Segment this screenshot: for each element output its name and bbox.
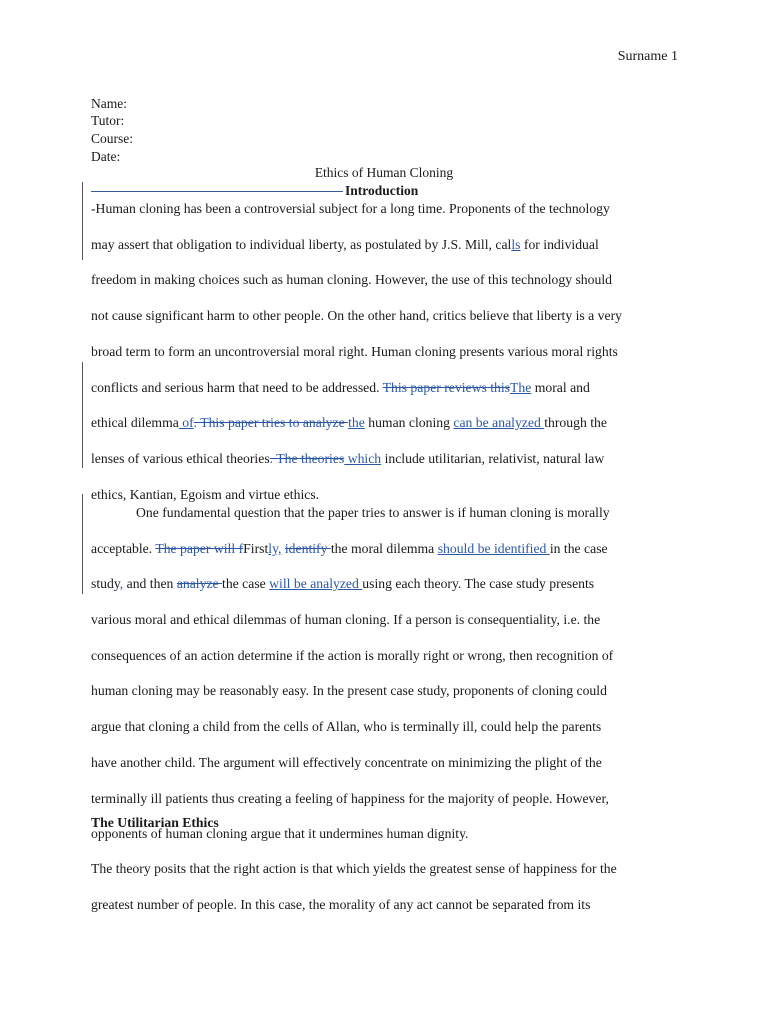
introduction-heading-text: Introduction <box>345 183 419 198</box>
inserted-text: ly, <box>268 541 282 556</box>
deleted-text: analyze <box>176 576 223 591</box>
text-run: freedom in making choices such as human cloning. However, the use of this technology should <box>91 272 612 287</box>
text-line <box>91 719 601 735</box>
deleted-text: . The theories <box>269 451 345 466</box>
text-line <box>91 201 610 217</box>
text-run: broad term to form an uncontroversial moral right. Human cloning presents various moral rights <box>91 344 618 359</box>
introduction-heading <box>91 183 418 199</box>
text-line <box>91 451 604 467</box>
course-label: Course: <box>91 131 133 146</box>
text-line <box>91 415 607 431</box>
inserted-text: The <box>510 380 532 395</box>
text-run: ethics, Kantian, Egoism and virtue ethics. <box>91 487 320 502</box>
text-run: One fundamental question that the paper tries to answer is if human cloning is morally <box>136 505 610 520</box>
tutor-label: Tutor: <box>91 113 125 128</box>
text-line <box>91 683 607 699</box>
deleted-text: The paper will f <box>155 541 244 556</box>
change-bar <box>82 182 83 260</box>
deleted-text: identify <box>284 541 331 556</box>
text-line <box>91 487 319 503</box>
text-run: greatest number of people. In this case, the morality of any act cannot be separated from its <box>91 897 591 912</box>
text-run: not cause significant harm to other people. On the other hand, critics believe that liberty is a very <box>91 308 622 323</box>
text-run: study <box>91 576 120 591</box>
text-run: irst <box>250 541 269 556</box>
deleted-text: . This paper tries to analyze <box>193 415 349 430</box>
deleted-text: This paper reviews this <box>382 380 511 395</box>
text-run: consequences of an action determine if the action is morally right or wrong, then recognition of <box>91 648 614 663</box>
text-run: the case <box>222 576 270 591</box>
text-line <box>91 648 613 664</box>
text-run: human cloning <box>364 415 454 430</box>
text-run: have another child. The argument will effectively concentrate on minimizing the plight of the <box>91 755 602 770</box>
text-line <box>91 755 602 771</box>
text-line <box>91 308 622 324</box>
text-run: -Human cloning has been a controversial subject for a long time. Proponents of the technology <box>91 201 610 216</box>
text-line <box>91 612 600 628</box>
text-line <box>91 344 618 360</box>
text-line <box>91 791 609 807</box>
text-run: lenses of various ethical theories <box>91 451 270 466</box>
text-line <box>91 541 608 557</box>
text-run: may assert that obligation to individual liberty, as postulated by J.S. Mill, cal <box>91 237 512 252</box>
text-run: The theory posits that the right action is that which yields the greatest sense of happiness for the <box>91 861 617 876</box>
inserted-text: of <box>178 415 194 430</box>
text-run: opponents of human cloning argue that it undermines human dignity. <box>91 826 469 841</box>
text-run: F <box>243 541 251 556</box>
text-run: terminally ill patients thus creating a feeling of happiness for the majority of people. However, <box>91 791 609 806</box>
text-line <box>91 237 599 253</box>
text-run: the moral dilemma <box>330 541 438 556</box>
inserted-text: will be analyzed <box>269 576 363 591</box>
inserted-text: should be identified <box>437 541 550 556</box>
inserted-text: can be analyzed <box>453 415 545 430</box>
inserted-text: , <box>119 576 124 591</box>
text-run: acceptable. <box>91 541 156 556</box>
text-run: using each theory. The case study presents <box>362 576 595 591</box>
text-run: in the case <box>549 541 608 556</box>
text-line <box>91 861 617 877</box>
change-bar <box>82 362 83 468</box>
text-run: moral and <box>531 380 590 395</box>
text-run: include utilitarian, relativist, natural law <box>381 451 605 466</box>
text-run: through the <box>544 415 607 430</box>
inserted-text: the <box>348 415 365 430</box>
change-bar <box>82 494 83 594</box>
text-run: various moral and ethical dilemmas of human cloning. If a person is consequentiality, i.e. the <box>91 612 601 627</box>
text-run: and then <box>123 576 177 591</box>
inserted-text: which <box>344 451 382 466</box>
text-run: conflicts and serious harm that need to be addressed. <box>91 380 383 395</box>
name-label: Name: <box>91 96 127 111</box>
text-line <box>91 272 612 288</box>
text-line <box>136 505 610 521</box>
utilitarian-heading: The Utilitarian Ethics <box>91 815 219 830</box>
text-line <box>91 380 590 396</box>
inserted-rule <box>91 191 343 192</box>
text-run: ethical dilemma <box>91 415 179 430</box>
inserted-text: ls <box>511 237 521 252</box>
text-run: argue that cloning a child from the cells of Allan, who is terminally ill, could help the parents <box>91 719 602 734</box>
date-label: Date: <box>91 149 121 164</box>
text-line <box>91 897 590 913</box>
text-run: human cloning may be reasonably easy. In the present case study, proponents of cloning could <box>91 683 607 698</box>
document-title: Ethics of Human Cloning <box>314 165 454 180</box>
text-line <box>91 576 594 592</box>
text-run: for individual <box>520 237 599 252</box>
page-header-surname: Surname 1 <box>617 49 678 64</box>
